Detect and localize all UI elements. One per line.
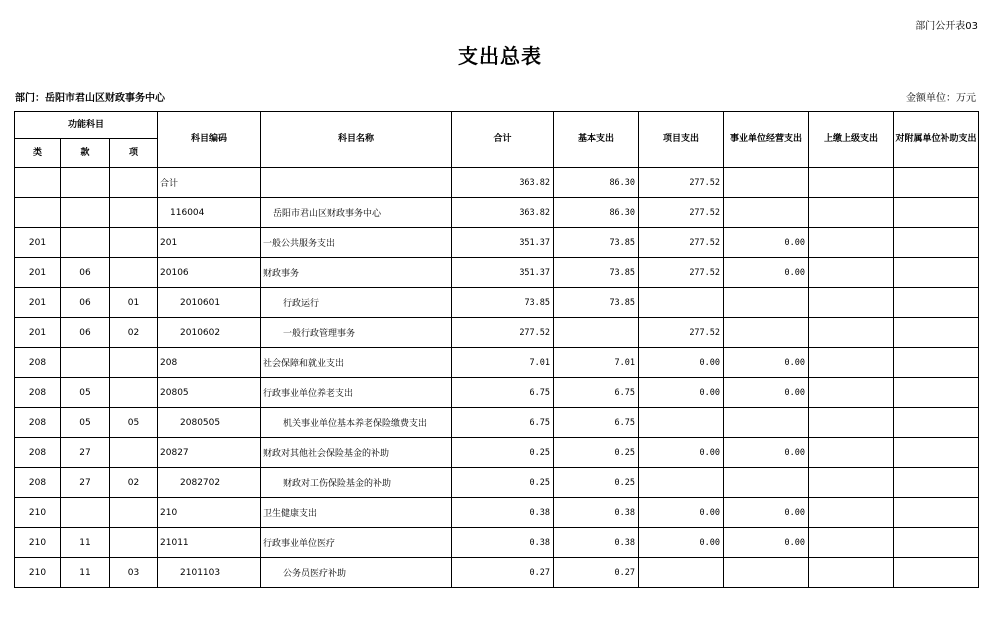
cell-xiang: 05: [110, 408, 158, 438]
header-function-subject: 功能科目: [15, 112, 158, 139]
cell-kuan: 05: [61, 408, 110, 438]
cell-subject-name: 岳阳市君山区财政事务中心: [261, 198, 452, 228]
table-row: [15, 318, 979, 348]
cell-subject-name: 卫生健康支出: [261, 498, 452, 528]
cell-upper: [809, 438, 894, 468]
cell-total: 0.27: [452, 558, 554, 588]
cell-lei: 201: [15, 228, 61, 258]
cell-subject-code: 208: [158, 348, 261, 378]
cell-subject-code: 201: [158, 228, 261, 258]
cell-kuan: [61, 168, 110, 198]
cell-xiang: [110, 228, 158, 258]
department-label: 部门：岳阳市君山区财政事务中心: [15, 93, 165, 104]
cell-xiang: 01: [110, 288, 158, 318]
header-basic-expenditure: 基本支出: [554, 112, 639, 168]
cell-kuan: [61, 228, 110, 258]
cell-total: 7.01: [452, 348, 554, 378]
cell-basic: 6.75: [554, 408, 639, 438]
cell-subject-name: 行政事业单位医疗: [261, 528, 452, 558]
cell-basic: 73.85: [554, 228, 639, 258]
cell-project: 277.52: [639, 168, 724, 198]
cell-lei: 210: [15, 558, 61, 588]
cell-subject-name: 财政对工伤保险基金的补助: [261, 468, 452, 498]
cell-project: [639, 558, 724, 588]
cell-basic: 73.85: [554, 288, 639, 318]
cell-kuan: [61, 348, 110, 378]
cell-project: 277.52: [639, 258, 724, 288]
cell-xiang: [110, 258, 158, 288]
header-xiang: 项: [110, 139, 158, 168]
cell-subject-code: 116004: [158, 198, 261, 228]
cell-subject-code: 2082702: [158, 468, 261, 498]
cell-total: 6.75: [452, 378, 554, 408]
cell-upper: [809, 168, 894, 198]
cell-subsidy: [894, 378, 979, 408]
cell-subsidy: [894, 288, 979, 318]
cell-subject-name: 社会保障和就业支出: [261, 348, 452, 378]
cell-business: [724, 168, 809, 198]
cell-xiang: [110, 438, 158, 468]
cell-basic: 0.25: [554, 468, 639, 498]
cell-xiang: 02: [110, 468, 158, 498]
cell-kuan: 05: [61, 378, 110, 408]
cell-lei: 201: [15, 288, 61, 318]
cell-subject-code: 2101103: [158, 558, 261, 588]
expenditure-table: [14, 111, 979, 588]
cell-kuan: 06: [61, 318, 110, 348]
cell-subject-name: 财政事务: [261, 258, 452, 288]
cell-basic: 0.27: [554, 558, 639, 588]
cell-business: 0.00: [724, 528, 809, 558]
cell-kuan: 11: [61, 528, 110, 558]
cell-basic: 0.25: [554, 438, 639, 468]
cell-kuan: [61, 198, 110, 228]
table-row: [15, 288, 979, 318]
cell-upper: [809, 378, 894, 408]
cell-kuan: 06: [61, 258, 110, 288]
header-lei: 类: [15, 139, 61, 168]
cell-subject-name: [261, 168, 452, 198]
cell-project: 0.00: [639, 438, 724, 468]
cell-lei: 210: [15, 498, 61, 528]
cell-project: 277.52: [639, 318, 724, 348]
header-subsidy-expenditure: 对附属单位补助支出: [894, 112, 979, 168]
cell-project: [639, 468, 724, 498]
cell-subject-name: 行政事业单位养老支出: [261, 378, 452, 408]
cell-upper: [809, 258, 894, 288]
cell-project: 0.00: [639, 348, 724, 378]
cell-business: [724, 408, 809, 438]
cell-business: [724, 318, 809, 348]
table-row: [15, 408, 979, 438]
cell-project: [639, 408, 724, 438]
cell-lei: [15, 198, 61, 228]
cell-total: 0.38: [452, 528, 554, 558]
cell-upper: [809, 318, 894, 348]
cell-xiang: 03: [110, 558, 158, 588]
cell-upper: [809, 198, 894, 228]
page-title: 支出总表: [458, 44, 542, 68]
cell-subject-code: 合计: [158, 168, 261, 198]
cell-kuan: [61, 498, 110, 528]
table-row: [15, 258, 979, 288]
cell-upper: [809, 408, 894, 438]
cell-subsidy: [894, 198, 979, 228]
cell-subsidy: [894, 318, 979, 348]
cell-total: 6.75: [452, 408, 554, 438]
amount-unit-label: 金额单位：万元: [906, 93, 976, 104]
cell-upper: [809, 348, 894, 378]
table-row: [15, 498, 979, 528]
cell-subject-name: 一般公共服务支出: [261, 228, 452, 258]
cell-kuan: 06: [61, 288, 110, 318]
cell-basic: 7.01: [554, 348, 639, 378]
cell-lei: [15, 168, 61, 198]
table-row: [15, 468, 979, 498]
cell-total: 351.37: [452, 228, 554, 258]
cell-subject-code: 21011: [158, 528, 261, 558]
cell-lei: 208: [15, 408, 61, 438]
cell-project: 0.00: [639, 498, 724, 528]
cell-total: 363.82: [452, 198, 554, 228]
cell-xiang: [110, 198, 158, 228]
cell-upper: [809, 468, 894, 498]
cell-lei: 208: [15, 438, 61, 468]
cell-basic: 0.38: [554, 498, 639, 528]
cell-lei: 208: [15, 468, 61, 498]
cell-subsidy: [894, 258, 979, 288]
cell-total: 0.38: [452, 498, 554, 528]
cell-xiang: [110, 378, 158, 408]
cell-total: 277.52: [452, 318, 554, 348]
cell-xiang: [110, 168, 158, 198]
header-subject-name: 科目名称: [261, 112, 452, 168]
table-row: [15, 228, 979, 258]
cell-upper: [809, 528, 894, 558]
cell-business: 0.00: [724, 378, 809, 408]
header-subject-code: 科目编码: [158, 112, 261, 168]
table-number-label: 部门公开表03: [915, 21, 978, 32]
cell-project: [639, 288, 724, 318]
cell-subject-name: 机关事业单位基本养老保险缴费支出: [261, 408, 452, 438]
header-project-expenditure: 项目支出: [639, 112, 724, 168]
cell-subsidy: [894, 408, 979, 438]
cell-total: 0.25: [452, 438, 554, 468]
cell-upper: [809, 498, 894, 528]
header-total: 合计: [452, 112, 554, 168]
cell-business: [724, 468, 809, 498]
cell-subsidy: [894, 468, 979, 498]
cell-business: [724, 558, 809, 588]
cell-total: 363.82: [452, 168, 554, 198]
cell-business: [724, 198, 809, 228]
table-row: [15, 348, 979, 378]
cell-business: 0.00: [724, 228, 809, 258]
cell-xiang: [110, 528, 158, 558]
cell-kuan: 11: [61, 558, 110, 588]
cell-xiang: [110, 498, 158, 528]
cell-xiang: 02: [110, 318, 158, 348]
cell-subject-code: 2010601: [158, 288, 261, 318]
cell-basic: 0.38: [554, 528, 639, 558]
cell-subsidy: [894, 558, 979, 588]
cell-upper: [809, 288, 894, 318]
cell-subject-name: 公务员医疗补助: [261, 558, 452, 588]
cell-basic: [554, 318, 639, 348]
cell-basic: 86.30: [554, 198, 639, 228]
cell-total: 73.85: [452, 288, 554, 318]
cell-kuan: 27: [61, 468, 110, 498]
cell-business: 0.00: [724, 438, 809, 468]
table-row: [15, 168, 979, 198]
cell-business: [724, 288, 809, 318]
cell-business: 0.00: [724, 348, 809, 378]
cell-basic: 73.85: [554, 258, 639, 288]
cell-subject-name: 财政对其他社会保险基金的补助: [261, 438, 452, 468]
table-row: [15, 558, 979, 588]
cell-subject-code: 20805: [158, 378, 261, 408]
cell-project: 277.52: [639, 228, 724, 258]
table-row: [15, 378, 979, 408]
cell-subsidy: [894, 438, 979, 468]
header-upper-payment: 上缴上级支出: [809, 112, 894, 168]
cell-lei: 201: [15, 258, 61, 288]
cell-basic: 86.30: [554, 168, 639, 198]
cell-subsidy: [894, 348, 979, 378]
cell-upper: [809, 228, 894, 258]
table-row: [15, 528, 979, 558]
cell-lei: 208: [15, 348, 61, 378]
cell-subject-name: 行政运行: [261, 288, 452, 318]
table-row: [15, 198, 979, 228]
cell-total: 0.25: [452, 468, 554, 498]
cell-lei: 201: [15, 318, 61, 348]
cell-subject-code: 20827: [158, 438, 261, 468]
cell-subsidy: [894, 228, 979, 258]
cell-subsidy: [894, 168, 979, 198]
cell-kuan: 27: [61, 438, 110, 468]
cell-subject-name: 一般行政管理事务: [261, 318, 452, 348]
cell-total: 351.37: [452, 258, 554, 288]
cell-business: 0.00: [724, 258, 809, 288]
cell-xiang: [110, 348, 158, 378]
cell-basic: 6.75: [554, 378, 639, 408]
header-kuan: 款: [61, 139, 110, 168]
cell-subject-code: 210: [158, 498, 261, 528]
cell-subject-code: 2010602: [158, 318, 261, 348]
cell-lei: 210: [15, 528, 61, 558]
cell-project: 277.52: [639, 198, 724, 228]
header-business-expenditure: 事业单位经营支出: [724, 112, 809, 168]
cell-upper: [809, 558, 894, 588]
cell-subject-code: 2080505: [158, 408, 261, 438]
cell-project: 0.00: [639, 528, 724, 558]
cell-subject-code: 20106: [158, 258, 261, 288]
cell-business: 0.00: [724, 498, 809, 528]
cell-lei: 208: [15, 378, 61, 408]
table-row: [15, 438, 979, 468]
cell-subsidy: [894, 498, 979, 528]
cell-project: 0.00: [639, 378, 724, 408]
cell-subsidy: [894, 528, 979, 558]
